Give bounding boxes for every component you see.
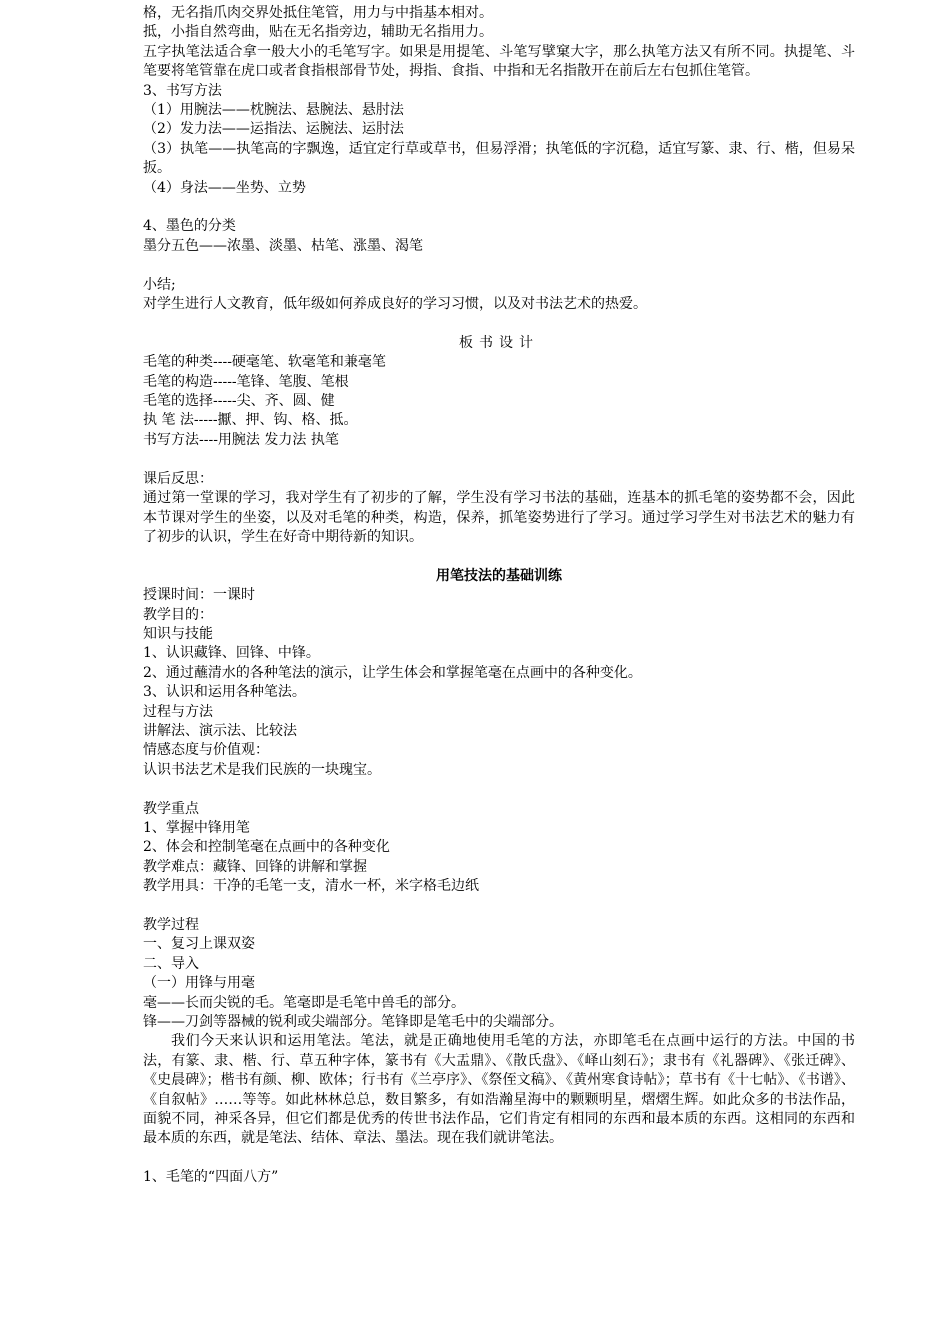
text-line: 情感态度与价值观： (143, 742, 269, 759)
text-line: 过程与方法 (143, 703, 213, 720)
blank-line (143, 450, 855, 469)
blank-line (143, 1149, 855, 1168)
text-line: （4）身法——坐势、立势 (143, 179, 306, 196)
blank-line (143, 198, 855, 217)
text-line: 抵，小指自然弯曲，贴在无名指旁边，辅助无名指用力。 (143, 24, 493, 41)
text-line: 教学目的： (143, 606, 213, 623)
text-line: 3、认识和运用各种笔法。 (143, 684, 306, 701)
text-line: （1）用腕法——枕腕法、悬腕法、悬肘法 (143, 102, 404, 119)
text-line: 墨分五色——浓墨、淡墨、枯笔、涨墨、渴笔 (143, 237, 423, 254)
text-line: 毫——长而尖锐的毛。笔毫即是毛笔中兽毛的部分。 (143, 994, 465, 1011)
text-line: 锋——刀剑等器械的锐利或尖端部分。笔锋即是笔毛中的尖端部分。 (143, 1014, 563, 1031)
board-item: 毛笔的种类----硬毫笔、软毫笔和兼毫笔 (143, 354, 386, 371)
text-line: 教学难点：藏锋、回锋的讲解和掌握 (143, 858, 367, 875)
text-line: 1、认识藏锋、回锋、中锋。 (143, 645, 320, 662)
board-design-title: 板书设计 (459, 334, 539, 351)
text-line: 1、掌握中锋用笔 (143, 819, 250, 836)
text-line: 教学重点 (143, 800, 199, 817)
blank-line (143, 897, 855, 916)
board-item: 书写方法----用腕法 发力法 执笔 (143, 431, 339, 448)
blank-line (143, 256, 855, 275)
text-line: 授课时间：一课时 (143, 587, 255, 604)
board-item: 执 笔 法-----擫、押、钩、格、抵。 (143, 412, 358, 429)
board-item: 毛笔的选择-----尖、齐、圆、健 (143, 393, 335, 410)
text-line: 知识与技能 (143, 625, 213, 642)
board-item: 毛笔的构造-----笔锋、笔腹、笔根 (143, 373, 349, 390)
reflection-label: 课后反思： (143, 470, 213, 487)
paragraph: 我们今天来认识和运用笔法。笔法，就是正确地使用毛笔的方法，亦即笔毛在点画中运行的方法。中国的书法，有篆、隶、楷、行、草五种字体，篆书有《大盂鼎》、《散氏盘》、《峄山刻石》；隶书有《礼器碑》、《张迁碑》、《史晨碑》；楷书有颜、柳、欧体；行书有《兰亭序》、《祭侄文稿》、《黄州寒食诗帖》；草书有《十七帖》、《书谱》、《自叙帖》……等等。如此林林总总，数目繁多，有如浩瀚星海中的颗颗明星，熠熠生辉。如此众多的书法作品，面貌不同，神采各异，但它们都是优秀的传世书法作品，它们肯定有相同的东西和最本质的东西。这相同的东西和最本质的东西，就是笔法、结体、章法、墨法。现在我们就讲笔法。 (143, 1033, 855, 1147)
text-line: 认识书法艺术是我们民族的一块瑰宝。 (143, 761, 381, 778)
section-heading: 3、书写方法 (143, 82, 222, 99)
text-line: 格，无名指爪肉交界处抵住笔管，用力与中指基本相对。 (143, 5, 493, 21)
text-line: 教学过程 (143, 916, 199, 933)
text-line: 二、导入 (143, 955, 199, 972)
document-page (143, 4, 855, 1188)
text-line: 2、通过蘸清水的各种笔法的演示，让学生体会和掌握笔毫在点画中的各种变化。 (143, 664, 642, 681)
blank-line (143, 780, 855, 799)
summary-label: 小结; (143, 276, 176, 293)
text-line: 讲解法、演示法、比较法 (143, 722, 297, 739)
blank-line (143, 314, 855, 333)
reflection-paragraph: 通过第一堂课的学习，我对学生有了初步的了解，学生没有学习书法的基础，连基本的抓毛笔的姿势都不会，因此本节课对学生的坐姿，以及对毛笔的种类，构造，保养，抓笔姿势进行了学习。通过学习学生对书法艺术的魅力有了初步的认识，学生在好奇中期待新的知识。 (143, 490, 855, 545)
text-line: 一、复习上课双姿 (143, 936, 255, 953)
paragraph: （3）执笔——执笔高的字飘逸，适宜定行草或草书，但易浮滑；执笔低的字沉稳，适宜写篆、隶、行、楷，但易呆扳。 (143, 140, 855, 177)
lesson-title: 用笔技法的基础训练 (436, 567, 562, 584)
section-heading: 4、墨色的分类 (143, 218, 236, 235)
summary-text: 对学生进行人文教育，低年级如何养成良好的学习习惯，以及对书法艺术的热爱。 (143, 296, 647, 313)
text-line: 1、毛笔的“四面八方” (143, 1169, 279, 1186)
blank-line (143, 547, 855, 566)
text-line: 教学用具：干净的毛笔一支，清水一杯，米字格毛边纸 (143, 878, 479, 895)
text-line: （2）发力法——运指法、运腕法、运肘法 (143, 121, 404, 138)
text-line: （一）用锋与用毫 (143, 975, 255, 992)
text-line: 2、体会和控制笔毫在点画中的各种变化 (143, 839, 390, 856)
paragraph: 五字执笔法适合拿一般大小的毛笔写字。如果是用提笔、斗笔写擘窠大字，那么执笔方法又有所不同。执提笔、斗笔要将笔管靠在虎口或者食指根部骨节处，拇指、食指、中指和无名指散开在前后左右包抓住笔管。 (143, 43, 855, 80)
